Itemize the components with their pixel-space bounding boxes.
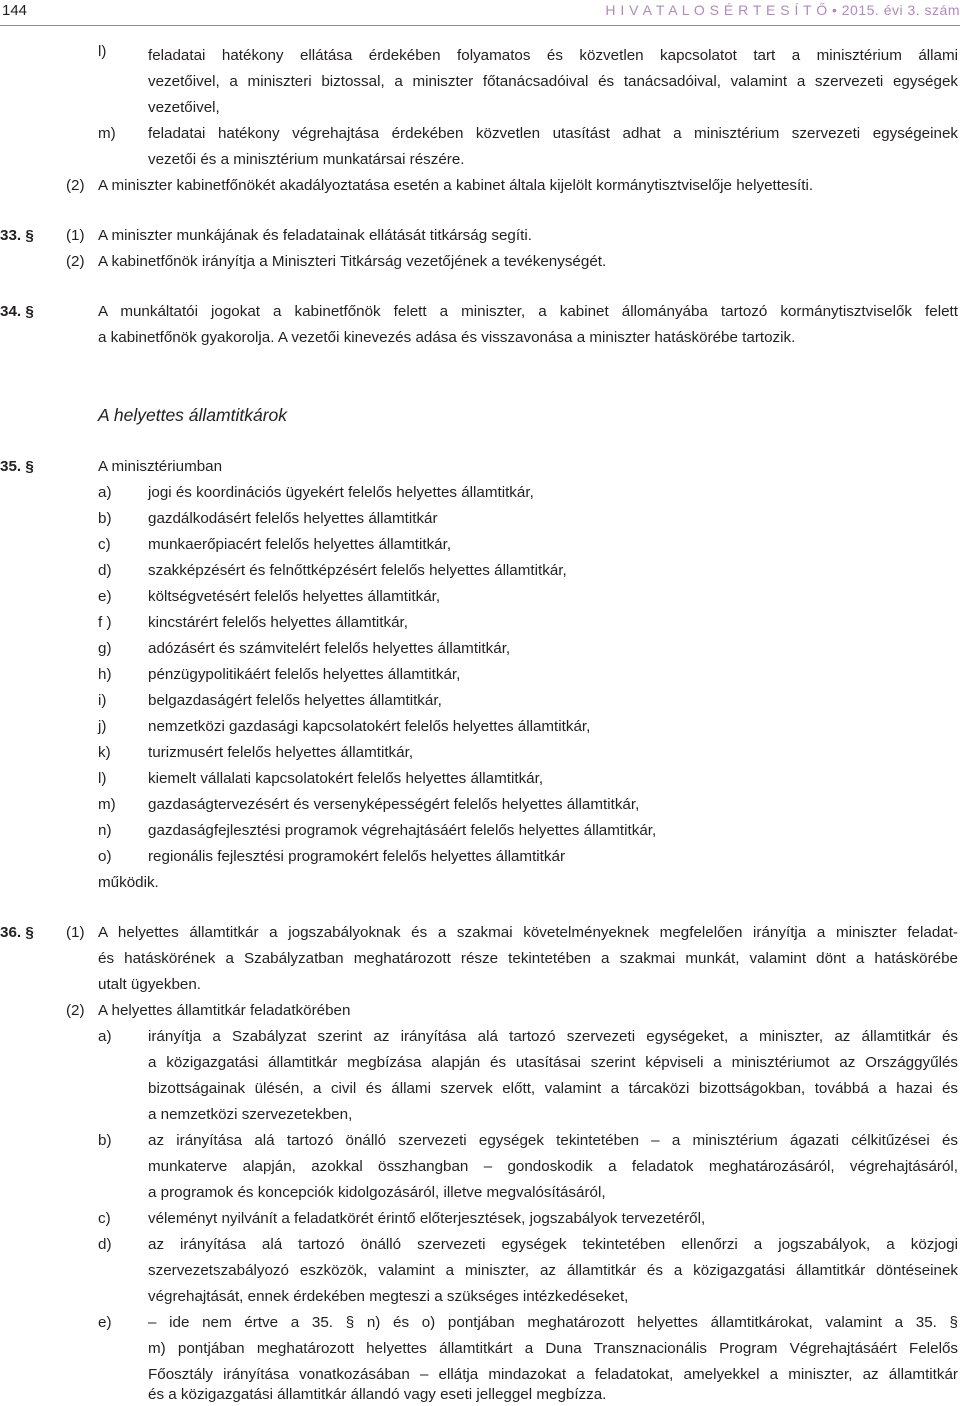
text-line: az irányítása alá tartozó önálló szervezeti egységek tekintetében – a minisztérium ágazati célkitűzései és: [148, 1132, 958, 1149]
paragraph-label: (2): [66, 253, 85, 270]
text-line: feladatai hatékony ellátása érdekében folyamatos és közvetlen kapcsolatot tart a minisztérium állami: [148, 47, 958, 64]
header-divider: [0, 25, 960, 26]
text-line: szervezetszabályozó eszközök, valamint a miniszter, az államtitkár és a közigazgatási államtitkár döntéseinek: [148, 1262, 958, 1279]
paragraph-text: A miniszter kabinetfőnökét akadályoztatása esetén a kabinet általa kijelölt kormánytisztviselője helyettesíti.: [98, 177, 814, 194]
text-line: m) pontjában meghatározott helyettes államtitkárt a Duna Transznacionális Program Végrehajtásáért Felelős: [148, 1340, 958, 1357]
list-item-label: k): [98, 744, 111, 761]
list-item: pénzügypolitikáért felelős helyettes államtitkár,: [148, 666, 461, 683]
text-line: a programok és koncepciók kidolgozásáról, illetve megvalósításáról,: [148, 1184, 606, 1201]
list-item: gazdaságtervezésért és versenyképességért felelős helyettes államtitkár,: [148, 796, 640, 813]
text-line: irányítja a Szabályzat szerint az irányítása alá tartozó szervezeti egységeket, a miniszter, az államtitkár és: [148, 1028, 958, 1045]
list-item: gazdaságfejlesztési programok végrehajtásáért felelős helyettes államtitkár,: [148, 822, 657, 839]
page-number: 144: [2, 2, 28, 19]
list-item-label: o): [98, 848, 112, 865]
text-line: az irányítása alá tartozó önálló szervezeti egységek tekintetében ellenőrzi a jogszabályok, a közjogi: [148, 1236, 958, 1253]
text-line: vezetőivel,: [148, 99, 220, 116]
list-item: jogi és koordinációs ügyekért felelős helyettes államtitkár,: [148, 484, 534, 501]
text-line: bizottságainak ülésén, a civil és állami szervek előtt, valamint a tárcaközi bizottságokban, továbbá a hazai és: [148, 1080, 958, 1097]
paragraph-label: (1): [66, 227, 85, 244]
text-line: A munkáltatói jogokat a kabinetfőnök felett a miniszter, a kabinet állományába tartozó kormánytisztviselők felett: [98, 303, 958, 320]
text-line: vezetői és a minisztérium munkatársai részére.: [148, 151, 465, 168]
page-header: [0, 0, 960, 26]
list-item-label: l): [98, 770, 107, 787]
text-line: feladatai hatékony végrehajtása érdekében közvetlen utasítást adhat a minisztérium szervezeti egységeinek: [148, 125, 958, 142]
section-number-33: 33. §: [0, 227, 34, 244]
text-line: A helyettes államtitkár a jogszabályoknak és a szakmai követelményeknek megfelelően irányítja a miniszter feladat-: [98, 924, 958, 941]
list-item-label: e): [98, 1314, 112, 1331]
list-item-label: b): [98, 510, 112, 527]
text-line: a kabinetfőnök gyakorolja. A vezetői kinevezés adása és visszavonása a miniszter hatáskörébe tartozik.: [98, 329, 796, 346]
list-item-label: a): [98, 484, 112, 501]
list-item: belgazdaságért felelős helyettes államtitkár,: [148, 692, 442, 709]
list-item-label: a): [98, 1028, 112, 1045]
text-line: véleményt nyilvánít a feladatkörét érintő előterjesztések, jogszabályok tervezetéről,: [148, 1210, 706, 1227]
list-item: adózásért és számvitelért felelős helyettes államtitkár,: [148, 640, 511, 657]
list-item: költségvetésért felelős helyettes államtitkár,: [148, 588, 441, 605]
list-item-label: g): [98, 640, 112, 657]
list-item-label: f ): [98, 614, 112, 631]
list-item-label: e): [98, 588, 112, 605]
list-item: munkaerőpiacért felelős helyettes államtitkár,: [148, 536, 452, 553]
paragraph-text: A kabinetfőnök irányítja a Miniszteri Titkárság vezetőjének a tevékenységét.: [98, 253, 607, 270]
section-number-36: 36. §: [0, 924, 34, 941]
text-line: a közigazgatási államtitkár megbízása alapján és utasításai szerint képviseli a minisztériumot az Országgyűlés: [148, 1054, 958, 1071]
text-line: vezetőivel, a miniszteri biztossal, a miniszter főtanácsadóival és tanácsadóival, valamint a szervezeti egységek: [148, 73, 958, 90]
text-line: munkaterve alapján, azokkal összhangban – gondoskodik a feladatok meghatározásáról, végrehajtásáról,: [148, 1158, 958, 1175]
list-item: kiemelt vállalati kapcsolatokért felelős helyettes államtitkár,: [148, 770, 544, 787]
list-item-label: d): [98, 562, 112, 579]
list-item-label: h): [98, 666, 112, 683]
subheading: A helyettes államtitkárok: [98, 405, 288, 425]
paragraph-intro: A helyettes államtitkár feladatkörében: [98, 1002, 351, 1019]
list-item-label: d): [98, 1236, 112, 1253]
item-label-l: l): [98, 43, 107, 60]
list-item-label: m): [98, 796, 116, 813]
section-number-35: 35. §: [0, 458, 34, 475]
text-line: és hatáskörének a Szabályzatban meghatározott része tekintetében a szakmai munkát, valamint dönt a hatáskörébe: [98, 950, 958, 967]
paragraph-label: (1): [66, 924, 85, 941]
text-line: a nemzetközi szervezetekben,: [148, 1106, 353, 1123]
list-item: gazdálkodásért felelős helyettes államtitkár: [148, 510, 438, 527]
section-closing: működik.: [98, 874, 159, 891]
list-item: regionális fejlesztési programokért felelős helyettes államtitkár: [148, 848, 565, 865]
list-item-label: i): [98, 692, 107, 709]
list-item: turizmusért felelős helyettes államtitkár,: [148, 744, 414, 761]
text-line: utalt ügyekben.: [98, 976, 202, 993]
text-line: Főosztály irányítása vonatkozásában – ellátja mindazokat a feladatokat, amelyekkel a miniszter, az államtitkár: [148, 1366, 958, 1383]
paragraph-text: A miniszter munkájának és feladatainak ellátását titkárság segíti.: [98, 227, 532, 244]
text-line: és a közigazgatási államtitkár állandó vagy eseti jelleggel megbízza.: [148, 1386, 607, 1403]
list-item-label: j): [98, 718, 107, 735]
item-label-m: m): [98, 125, 116, 142]
journal-title: H I V A T A L O S É R T E S Í T Ő • 2015. évi 3. szám: [605, 2, 960, 18]
list-item: nemzetközi gazdasági kapcsolatokért felelős helyettes államtitkár,: [148, 718, 591, 735]
text-line: végrehajtását, ennek érdekében megteszi a szükséges intézkedéseket,: [148, 1288, 629, 1305]
paragraph-label: (2): [66, 177, 85, 194]
list-item-label: c): [98, 1210, 111, 1227]
section-intro: A minisztériumban: [98, 458, 223, 475]
section-number-34: 34. §: [0, 303, 34, 320]
list-item-label: b): [98, 1132, 112, 1149]
list-item-label: c): [98, 536, 111, 553]
text-line: – ide nem értve a 35. § n) és o) pontjában meghatározott helyettes államtitkárokat, valamint a 35. §: [148, 1314, 958, 1331]
list-item: szakképzésért és felnőttképzésért felelős helyettes államtitkár,: [148, 562, 567, 579]
paragraph-label: (2): [66, 1002, 85, 1019]
list-item-label: n): [98, 822, 112, 839]
list-item: kincstárért felelős helyettes államtitkár,: [148, 614, 408, 631]
